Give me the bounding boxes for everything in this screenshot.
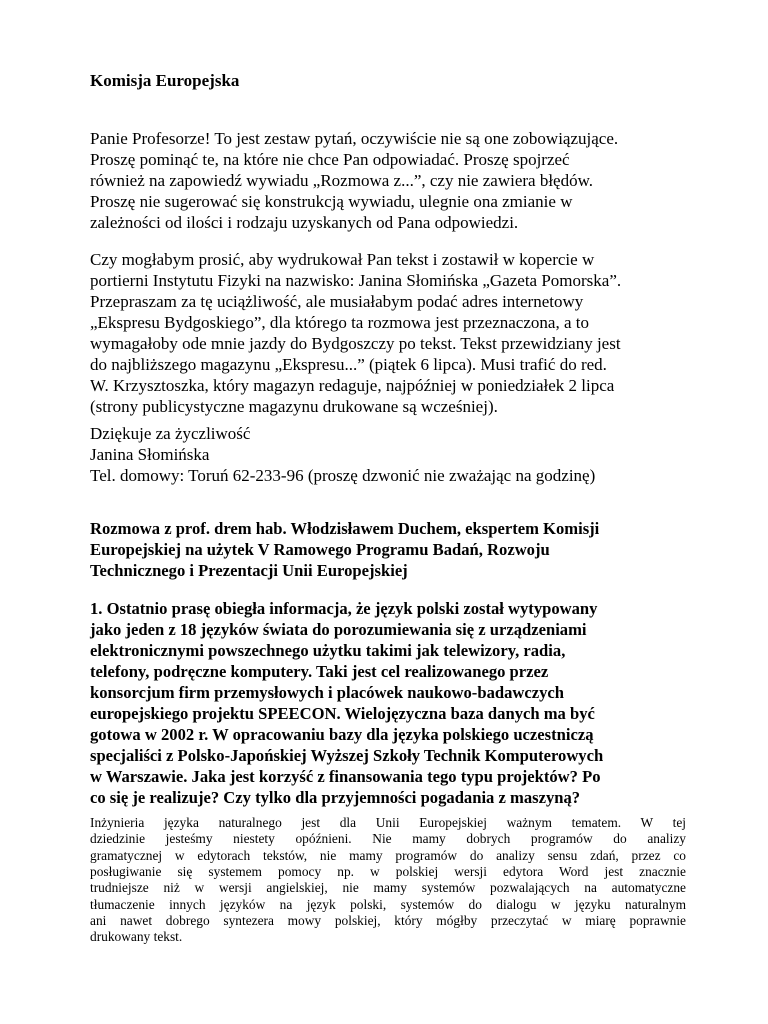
answer-line: posługiwanie się systemem pomocy np. w polskiej wersji edytora Word jest znacznie xyxy=(90,864,686,879)
answer-line: gramatycznej w edytorach tekstów, nie mamy programów do analizy sensu zdań, przez co xyxy=(90,848,686,863)
text-line: (strony publicystyczne magazynu drukowane są wcześniej). xyxy=(90,397,498,416)
text-line: do najbliższego magazynu „Ekspresu...” (piątek 6 lipca). Musi trafić do red. xyxy=(90,355,607,374)
text-line: „Ekspresu Bydgoskiego”, dla którego ta rozmowa jest przeznaczona, a to xyxy=(90,313,589,332)
question-line: telefony, podręczne komputery. Taki jest cel realizowanego przez xyxy=(90,662,549,681)
text-line: wymagałoby ode mnie jazdy do Bydgoszczy po tekst. Tekst przewidziany jest xyxy=(90,334,621,353)
question-line: jako jeden z 18 języków świata do porozumiewania się z urządzeniami xyxy=(90,620,587,639)
question-line: co się je realizuje? Czy tylko dla przyjemności pogadania z maszyną? xyxy=(90,788,581,807)
phone-line: Tel. domowy: Toruń 62-233-96 (proszę dzwonić nie zważając na godzinę) xyxy=(90,466,596,485)
text-line: Przepraszam za tę uciążliwość, ale musiałabym podać adres internetowy xyxy=(90,292,584,311)
answer-line: tłumaczenie innych języków na język polski, systemów do dialogu w języku naturalnym xyxy=(90,897,686,912)
text-line: zależności od ilości i rodzaju uzyskanych od Pana odpowiedzi. xyxy=(90,213,519,232)
text-line: portierni Instytutu Fizyki na nazwisko: Janina Słomińska „Gazeta Pomorska”. xyxy=(90,271,622,290)
text-line: W. Krzysztoszka, który magazyn redaguje, najpóźniej w poniedziałek 2 lipca xyxy=(90,376,615,395)
text-line: Proszę nie sugerować się konstrukcją wywiadu, ulegnie ona zmianie w xyxy=(90,192,573,211)
question-line: gotowa w 2002 r. W opracowaniu bazy dla języka polskiego uczestniczą xyxy=(90,725,594,744)
title-line: Rozmowa z prof. drem hab. Włodzisławem Duchem, ekspertem Komisji xyxy=(90,519,600,538)
answer-line: ani nawet dobrego syntezera mowy polskiej, który mógłby przeczytać w miarę poprawnie xyxy=(90,913,686,928)
question-line: specjaliści z Polsko-Japońskiej Wyższej Szkoły Technik Komputerowych xyxy=(90,746,604,765)
question-line: europejskiego projektu SPEECON. Wielojęzyczna baza danych ma być xyxy=(90,704,595,723)
question-line: elektronicznymi powszechnego użytku takimi jak telewizory, radia, xyxy=(90,641,566,660)
answer-line: drukowany tekst. xyxy=(90,929,183,944)
title-line: Technicznego i Prezentacji Unii Europejskiej xyxy=(90,561,408,580)
closing-thanks: Dziękuje za życzliwość xyxy=(90,424,251,443)
text-line: Proszę pominąć te, na które nie chce Pan odpowiadać. Proszę spojrzeć xyxy=(90,150,570,169)
text-line: Panie Profesorze! To jest zestaw pytań, oczywiście nie są one zobowiązujące. xyxy=(90,129,619,148)
signature-name: Janina Słomińska xyxy=(90,445,210,464)
question-line: w Warszawie. Jaka jest korzyść z finansowania tego typu projektów? Po xyxy=(90,767,601,786)
text-line: Czy mogłabym prosić, aby wydrukował Pan tekst i zostawił w kopercie w xyxy=(90,250,595,269)
document-heading: Komisja Europejska xyxy=(90,71,240,90)
answer-line: dziedzinie jesteśmy niestety opóźnieni. Nie mamy dobrych programów do analizy xyxy=(90,831,686,846)
title-line: Europejskiej na użytek V Ramowego Programu Badań, Rozwoju xyxy=(90,540,550,559)
answer-line: trudniejsze niż w wersji angielskiej, nie mamy systemów pozwalających na automatyczne xyxy=(90,880,686,895)
text-line: również na zapowiedź wywiadu „Rozmowa z...”, czy nie zawiera błędów. xyxy=(90,171,594,190)
question-line: konsorcjum firm przemysłowych i placówek naukowo-badawczych xyxy=(90,683,564,702)
answer-line: Inżynieria języka naturalnego jest dla Unii Europejskiej ważnym tematem. W tej xyxy=(90,815,686,830)
question-line: 1. Ostatnio prasę obiegła informacja, że język polski został wytypowany xyxy=(90,599,598,618)
